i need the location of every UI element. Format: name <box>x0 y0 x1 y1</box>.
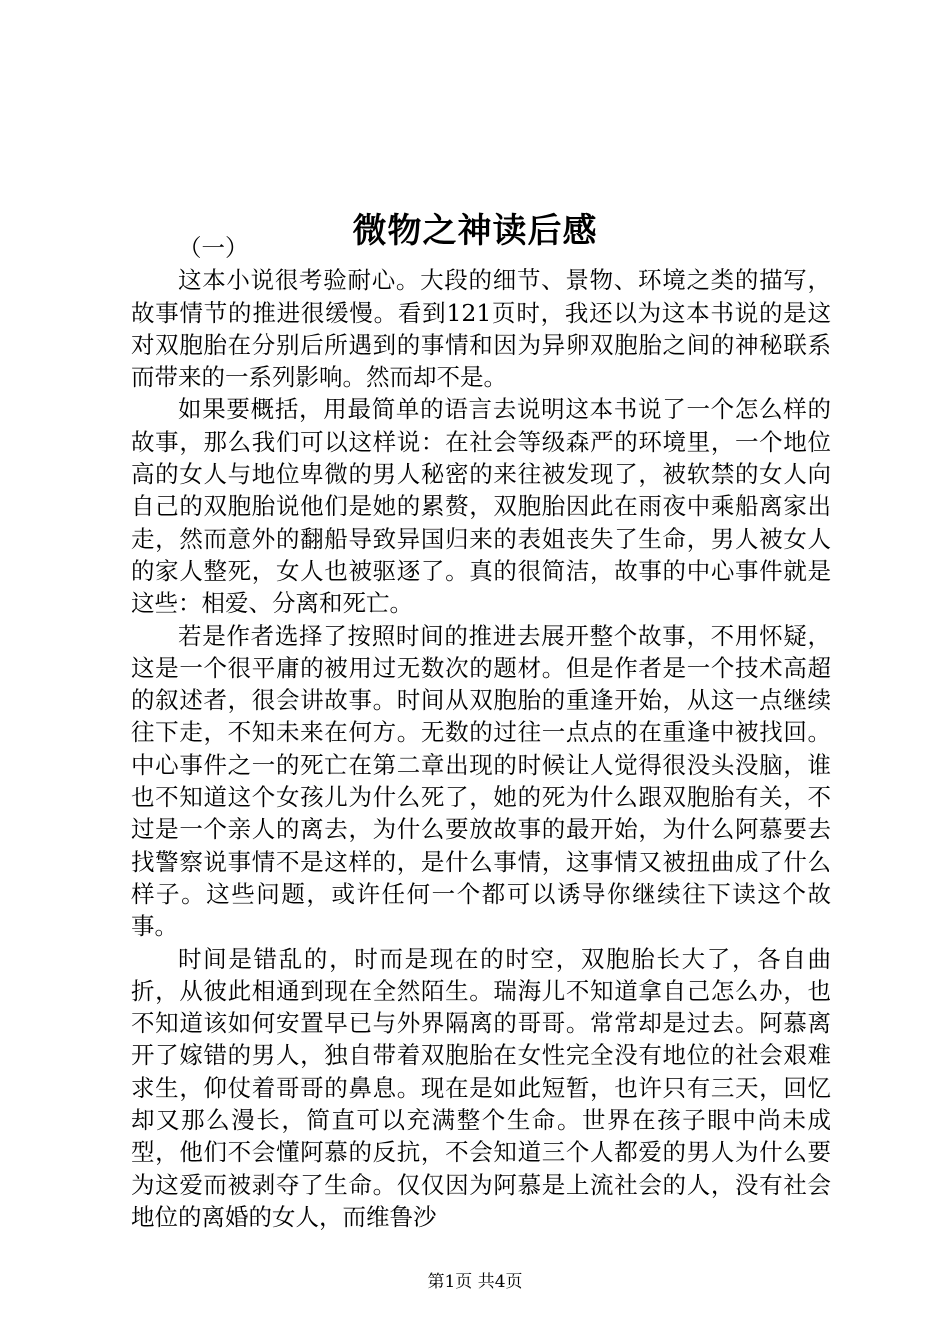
section-marker: （一） <box>178 234 249 262</box>
paragraph: 若是作者选择了按照时间的推进去展开整个故事，不用怀疑，这是一个很平庸的被用过无数次的题材。但是作者是一个技术高超的叙述者，很会讲故事。时间从双胞胎的重逢开始，从这一点继续往下走，不知未来在何方。无数的过往一点点的在重逢中被找回。中心事件之一的死亡在第二章出现的时候让人觉得很没头没脑，谁也不知道这个女孩儿为什么死了，她的死为什么跟双胞胎有关，不过是一个亲人的离去，为什么要放故事的最开始，为什么阿慕要去找警察说事情不是这样的，是什么事情，这事情又被扭曲成了什么样子。这些问题，或许任何一个都可以诱导你继续往下读这个故事。 <box>131 621 831 941</box>
paragraph: 时间是错乱的，时而是现在的时空，双胞胎长大了，各自曲折，从彼此相通到现在全然陌生。瑞海儿不知道拿自己怎么办，也不知道该如何安置早已与外界隔离的哥哥。常常却是过去。阿慕离开了嫁错的男人，独自带着双胞胎在女性完全没有地位的社会艰难求生，仰仗着哥哥的鼻息。现在是如此短暂，也许只有三天，回忆却又那么漫长，简直可以充满整个生命。世界在孩子眼中尚未成型，他们不会懂阿慕的反抗，不会知道三个人都爱的男人为什么要为这爱而被剥夺了生命。仅仅因为阿慕是上流社会的人，没有社会地位的离婚的女人，而维鲁沙 <box>131 944 831 1231</box>
paragraph: 如果要概括，用最简单的语言去说明这本书说了一个怎么样的故事，那么我们可以这样说：在社会等级森严的环境里，一个地位高的女人与地位卑微的男人秘密的来往被发现了，被软禁的女人向自己的双胞胎说他们是她的累赘，双胞胎因此在雨夜中乘船离家出走，然而意外的翻船导致异国归来的表姐丧失了生命，男人被女人的家人整死，女人也被驱逐了。真的很简洁，故事的中心事件就是这些：相爱、分离和死亡。 <box>131 395 831 618</box>
document-title: 微物之神读后感 <box>352 210 598 251</box>
page-footer: 第1页 共4页 <box>427 1272 523 1292</box>
document-body <box>131 232 831 1233</box>
paragraph: 这本小说很考验耐心。大段的细节、景物、环境之类的描写，故事情节的推进很缓慢。看到121页时，我还以为这本书说的是这对双胞胎在分别后所遇到的事情和因为异卵双胞胎之间的神秘联系而带来的一系列影响。然而却不是。 <box>131 266 831 392</box>
